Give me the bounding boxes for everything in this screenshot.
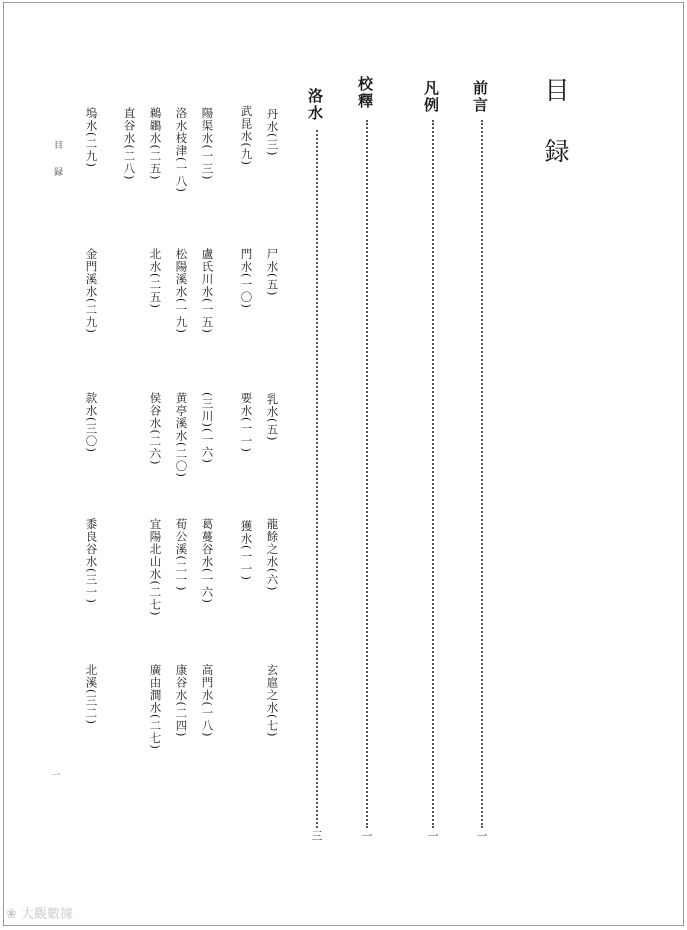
toc-entry[interactable]: 洛水枝津(一八) — [174, 107, 189, 193]
toc-entry[interactable]: 鵜鶘水(二五) — [148, 107, 163, 181]
watermark-logo — [6, 903, 73, 922]
toc-entry[interactable]: 武昆水(九) — [239, 105, 254, 166]
page-frame — [3, 2, 684, 926]
section-page-number: 一 — [475, 830, 488, 841]
toc-entry[interactable]: 康谷水(二四) — [174, 664, 189, 738]
section-luo-river[interactable]: 洛水 — [306, 88, 324, 122]
toc-entry[interactable]: 侯谷水(二六) — [148, 392, 163, 466]
toc-entry[interactable]: 丹水(三) — [265, 108, 280, 157]
toc-entry[interactable]: 乳水(五) — [265, 393, 280, 442]
toc-entry[interactable]: 黍良谷水(三一) — [84, 518, 99, 604]
toc-entry[interactable]: 北溪(三二) — [84, 664, 99, 725]
toc-entry[interactable]: 要水(一一) — [239, 392, 254, 453]
page-number: 一 — [51, 771, 61, 781]
watermark-text: 大觀數據 — [21, 907, 74, 922]
leader-dots — [316, 130, 318, 828]
toc-entry[interactable]: 玄扈之水(七) — [265, 664, 280, 738]
toc-entry[interactable]: 宜陽北山水(二七) — [148, 518, 163, 617]
section-conventions[interactable]: 凡例 — [422, 80, 440, 114]
toc-entry[interactable]: 荀公溪(二一) — [174, 518, 189, 592]
section-preface[interactable]: 前言 — [471, 80, 489, 114]
leader-dots — [481, 120, 483, 828]
toc-entry[interactable]: 金門溪水(二九) — [84, 248, 99, 334]
toc-entry[interactable]: 北水(二五) — [148, 248, 163, 309]
toc-entry[interactable]: 塢水(二九) — [84, 107, 99, 168]
running-header: 目録 — [52, 140, 62, 194]
toc-entry[interactable]: 葛蔓谷水(一六) — [200, 518, 215, 604]
toc-entry[interactable]: 獲水(一一) — [239, 520, 254, 581]
toc-entry[interactable]: (三川)(一六) — [200, 392, 215, 464]
toc-entry[interactable]: 直谷水(二八) — [122, 107, 137, 181]
toc-entry[interactable]: 高門水(一八) — [200, 664, 215, 738]
leader-dots — [366, 120, 368, 828]
section-page-number: 三 — [310, 830, 323, 841]
toc-entry[interactable]: 龍餘之水(六) — [265, 518, 280, 592]
page-title: 目録 — [541, 77, 570, 199]
toc-entry[interactable]: 門水(一〇) — [239, 248, 254, 309]
toc-entry[interactable]: 盧氏川水(一五) — [200, 248, 215, 334]
section-page-number: 一 — [426, 830, 439, 841]
toc-entry[interactable]: 陽渠水(一三) — [200, 107, 215, 181]
toc-entry[interactable]: 廣由澗水(二七) — [148, 664, 163, 750]
watermark-icon: ❀ — [6, 907, 17, 922]
section-page-number: 一 — [360, 830, 373, 841]
leader-dots — [432, 120, 434, 828]
toc-entry[interactable]: 黄亭溪水(二〇) — [174, 392, 189, 478]
section-collation[interactable]: 校釋 — [356, 76, 374, 110]
toc-entry[interactable]: 款水(三〇) — [84, 392, 99, 453]
toc-entry[interactable]: 尸水(五) — [265, 248, 280, 297]
toc-entry[interactable]: 松陽溪水(一九) — [174, 248, 189, 334]
